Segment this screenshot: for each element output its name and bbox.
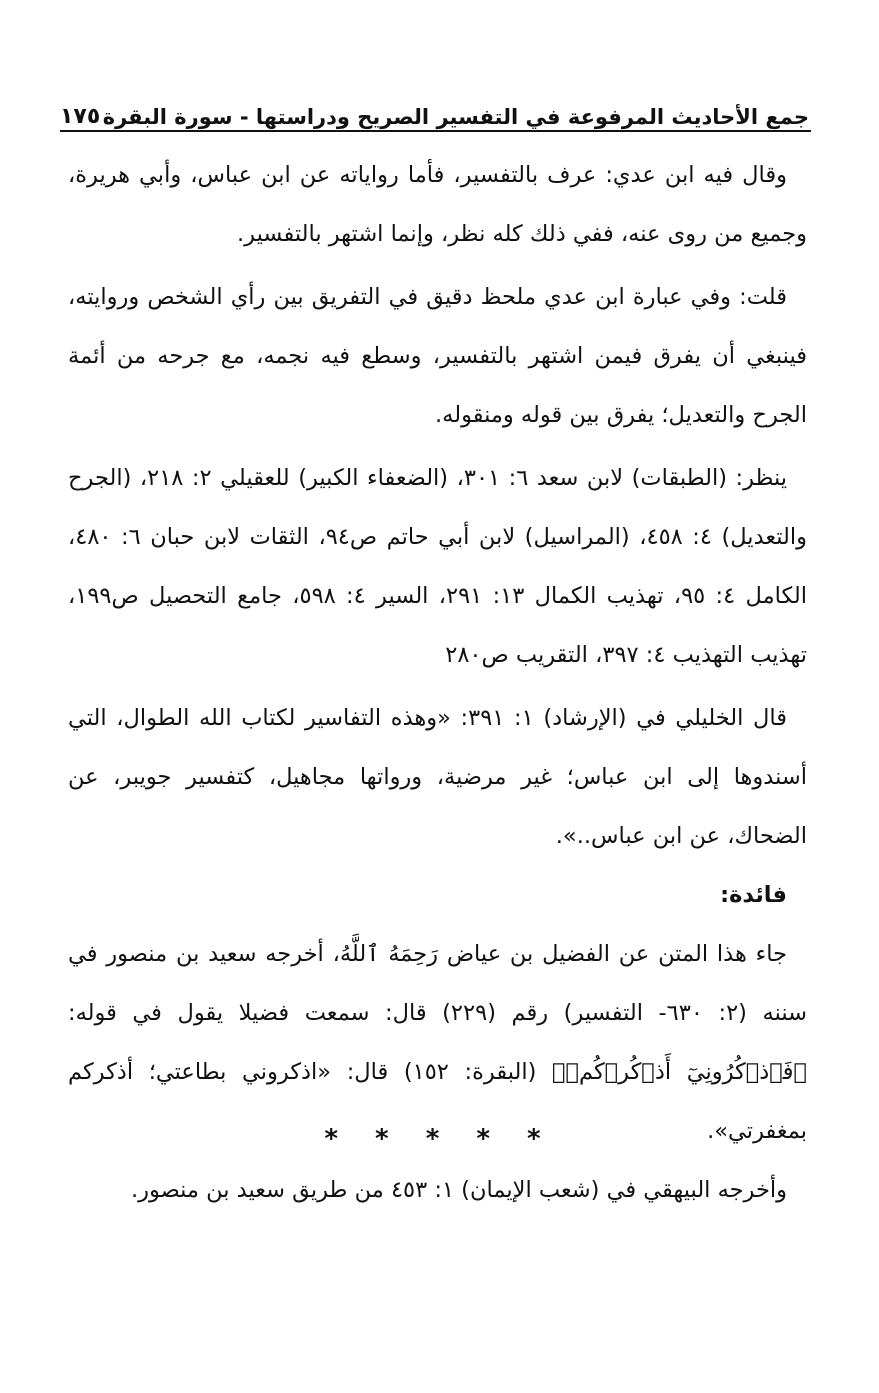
paragraph-references: ينظر: (الطبقات) لابن سعد ٦: ٣٠١، (الضعفاء الكبير) للعقيلي ٢: ٢١٨، (الجرح والتعديل) ٤: ٤٥٨، (المراسيل) لابن أبي حاتم ص٩٤، الثقات لابن حبان ٦: ٤٨٠، الكامل ٤: ٩٥، تهذيب الكمال ١٣: ٢٩١، السير ٤: ٥٩٨، جامع التحصيل ص١٩٩، تهذيب التهذيب ٤: ٣٩٧، التقريب ص٢٨٠ (68, 465, 808, 668)
header-rule (60, 130, 811, 132)
paragraph-fudayl: جاء هذا المتن عن الفضيل بن عياض رَحِمَهُ ٱللَّهُ، أخرجه سعيد بن منصور في سننه (٢: ٦٣٠- التفسير) رقم (٢٢٩) قال: سمعت فضيلا يقول في قوله: ﴿فَٱذۡكُرُونِيٓ أَذۡكُرۡكُمۡ﴾ (البقرة: ١٥٢) قال: «اذكروني بطاعتي؛ أذكركم بمغفرتي». (68, 941, 807, 1144)
section-heading: فائدة: (720, 882, 787, 908)
paragraph-bayhaqi: وأخرجه البيهقي في (شعب الإيمان) ١: ٤٥٣ من طريق سعيد بن منصور. (130, 1177, 787, 1203)
paragraph-ibn-adi: وقال فيه ابن عدي: عرف بالتفسير، فأما رواياته عن ابن عباس، وأبي هريرة، وجميع من روى عنه، ففي ذلك كله نظر، وإنما اشتهر بالتفسير. (68, 162, 807, 247)
page-header (60, 92, 809, 132)
page-body (68, 146, 807, 1220)
paragraph-note: قلت: وفي عبارة ابن عدي ملحظ دقيق في التفريق بين رأي الشخص وروايته، فينبغي أن يفرق فيمن اشتهر بالتفسير، وسطع فيه نجمه، مع جرحه من أئمة الجرح والتعديل؛ يفرق بين قوله ومنقوله. (68, 284, 807, 428)
section-separator: * * * * * (324, 1124, 555, 1154)
paragraph-khalili: قال الخليلي في (الإرشاد) ١: ٣٩١: «وهذه التفاسير لكتاب الله الطوال، التي أسندوها إلى ابن عباس؛ غير مرضية، ورواتها مجاهيل، كتفسير جويبر، عن الضحاك، عن ابن عباس..». (68, 705, 807, 849)
running-title: جمع الأحاديث المرفوعة في التفسير الصريح ودراستها - سورة البقرة (102, 105, 809, 129)
page-number: ١٧٥ (60, 104, 101, 129)
